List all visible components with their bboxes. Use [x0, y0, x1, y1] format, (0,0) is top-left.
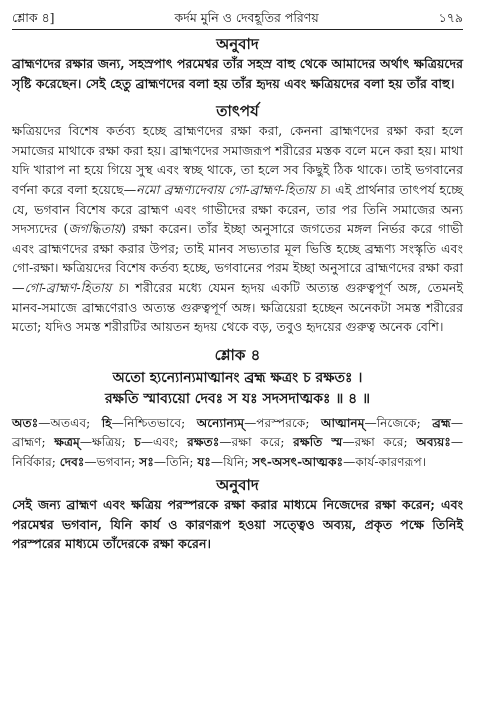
page-number: ১৭৯	[438, 10, 463, 25]
sanskrit-verse	[12, 368, 463, 410]
synonym-item: ক্ষত্রম্—ক্ষত্রিয়;	[54, 435, 135, 450]
synonym-item: আত্মানম্—নিজেকে;	[320, 415, 433, 430]
running-header	[12, 0, 463, 26]
synonym-item: যঃ—যিনি;	[197, 454, 253, 469]
purport-quote-3: গো-ব্রাহ্মণ-হিতায় চ	[24, 279, 125, 295]
translation-heading-2: অনুবাদ	[216, 476, 259, 495]
synonym-item: ব্রহ্ম—ব্রাহ্মণ;	[12, 415, 463, 450]
verse-line-2: রক্ষতি স্মাব্যয়ো দেবঃ স যঃ সদসদাত্মকঃ ॥ ৪ ॥	[104, 390, 371, 407]
synonym-item: অব্যয়ঃ—নির্বিকার;	[12, 435, 464, 469]
synonym-item: চ—এবং;	[134, 435, 188, 450]
translation-text: ব্রাহ্মণদের রক্ষার জন্য, সহস্রপাৎ পরমেশ্বর তাঁর সহস্র বাহু থেকে আমাদের অর্থাৎ ক্ষত্রিয়দের সৃষ্টি করেছেন। সেই হেতু ব্রাহ্মণদের বলা হয় তাঁর হৃদয় এবং ক্ষত্রিয়দের বলা হয় তাঁর বাহু।	[12, 56, 463, 91]
synonym-item: হি—নিশ্চিতভাবে;	[101, 415, 197, 430]
synonym-item: রক্ষতঃ—রক্ষা করে;	[187, 435, 294, 450]
purport-part-3: ) রক্ষা করেন। তাঁর ইচ্ছা অনুসারে জগতের মঙ্গল নির্ভর করে গাভী এবং ব্রাহ্মণদের রক্ষা করার উপর; তাই মানব সভ্যতার মূল ভিত্তি হচ্ছে ব্রহ্মণ্য সংস্কৃতি এবং গো-রক্ষা। ক্ষত্রিয়দের বিশেষ কর্তব্য হচ্ছে, ভগবানের পরম ইচ্ছা অনুসারে ব্রাহ্মণদের রক্ষা করা—	[12, 221, 463, 295]
synonym-item: রক্ষতি স্ম—রক্ষা করে;	[293, 435, 417, 450]
synonym-item: অতঃ—অতএব;	[12, 415, 102, 430]
verse-heading: শ্লোক ৪	[214, 345, 261, 364]
purport-part-2: । এই প্রার্থনার তাৎপর্য হচ্ছে যে, ভগবান বিশেষ করে ব্রাহ্মণ এবং গাভীদের রক্ষা করেন, তার পর তিনি সমাজের অন্য সদস্যদের (	[12, 181, 464, 237]
purport-heading: তাৎপর্য	[216, 102, 259, 121]
synonym-item: সঃ—তিনি;	[139, 454, 198, 469]
word-for-word-synonyms	[12, 414, 463, 473]
synonym-item: সৎ-অসৎ-আত্মকঃ—কার্য-কারণরূপ।	[252, 454, 427, 469]
purport-text	[12, 121, 463, 337]
translation-heading: অনুবাদ	[216, 35, 259, 53]
synonym-item: দেবঃ—ভগবান;	[59, 454, 140, 469]
header-rule	[12, 29, 463, 30]
header-chapter-title: কর্দম মুনি ও দেবহূতির পরিণয়	[174, 10, 319, 25]
header-verse-ref: শ্লোক ৪]	[12, 10, 55, 25]
synonym-item: অন্যোন্যম্—পরস্পরকে;	[196, 415, 321, 430]
translation-text-2: সেই জন্য ব্রাহ্মণ এবং ক্ষত্রিয় পরস্পরকে রক্ষা করার মাধ্যমে নিজেদের রক্ষা করেন; এবং পরমেশ্বর ভগবান, যিনি কার্য ও কারণরূপ হওয়া সত্ত্বেও অব্যয়, প্রকৃত পক্ষে তিনিই পরস্পরের মাধ্যমে তাঁদেরকে রক্ষা করেন।	[12, 497, 463, 552]
purport-quote-2: জগদ্ধিতায়	[68, 221, 122, 237]
purport-part-4: । শরীরের মধ্যে যেমন হৃদয় একটি অত্যন্ত গুরুত্বপূর্ণ অঙ্গ, তেমনই মানব-সমাজে ব্রাহ্মণেরাও অত্যন্ত গুরুত্বপূর্ণ অঙ্গ। ক্ষত্রিয়েরা হচ্ছেন অনেকটা সমস্ত শরীরের মতো; যদিও সমস্ত শরীরটির আয়তন হৃদয় থেকে বড়, তবুও হৃদয়ের গুরুত্ব অনেক বেশি।	[12, 279, 463, 335]
verse-line-1: অতো হ্যন্যোন্যমাত্মানং ব্রহ্ম ক্ষত্রং চ রক্ষতঃ ।	[112, 369, 363, 386]
purport-quote-1: নমো ব্রহ্মণ্যদেবায় গো-ব্রাহ্মণ-হিতায় চ	[136, 181, 327, 197]
purport-part-1: ক্ষত্রিয়দের বিশেষ কর্তব্য হচ্ছে ব্রাহ্মণদের রক্ষা করা, কেননা ব্রাহ্মণদের রক্ষা করা হলে সমাজের মাথাকে রক্ষা করা হয়। ব্রাহ্মণদের সমাজরূপ শরীরের মস্তক বলে মনে করা হয়। মাথা যদি খারাপ না হয়ে গিয়ে সুস্থ এবং স্বচ্ছ থাকে, তা হলে সব কিছুই ঠিক থাকে। তাই ভগবানের বর্ণনা করে বলা হয়েছে—	[12, 123, 463, 197]
